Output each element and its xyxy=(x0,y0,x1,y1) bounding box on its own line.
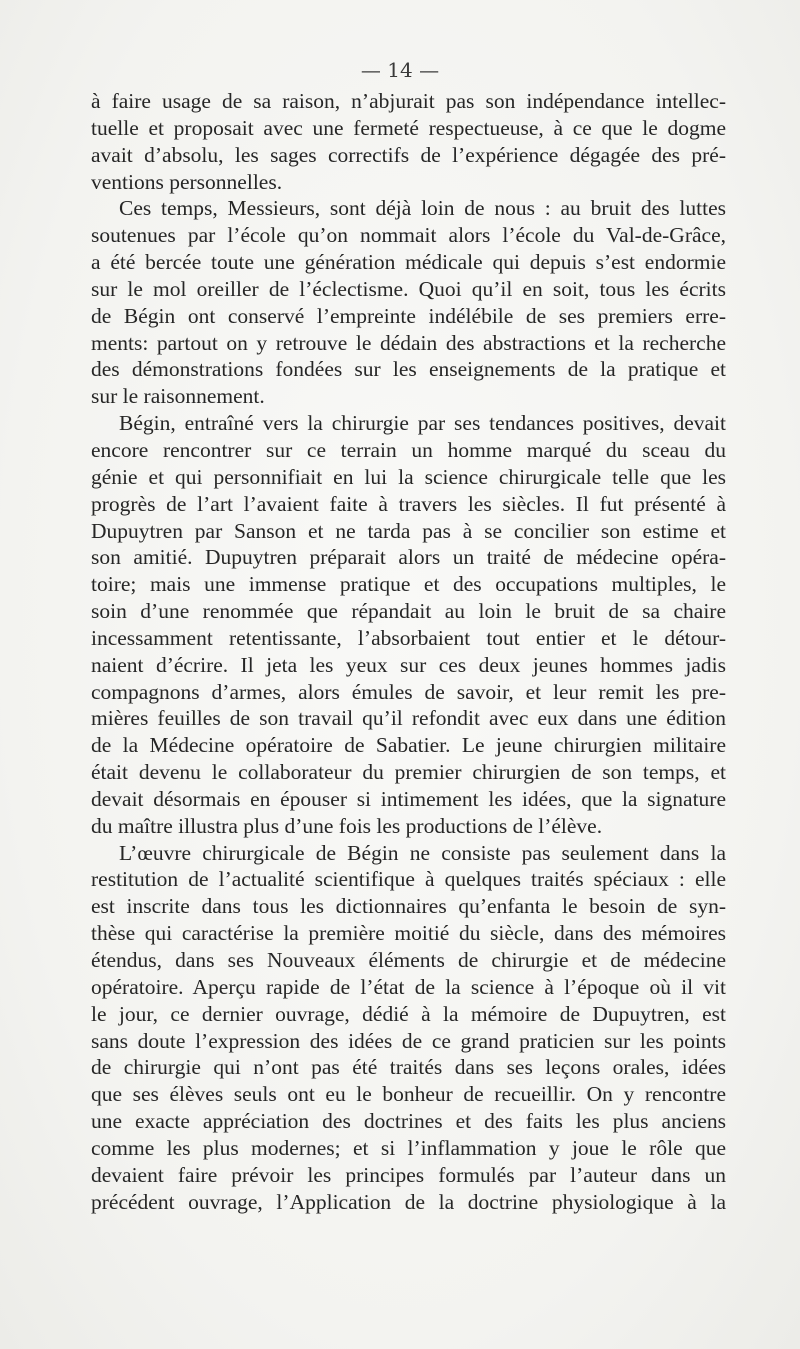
text-line: tuelle et proposait avec une fermeté respectueuse, à ce que le dogme xyxy=(91,115,726,140)
text-line: incessamment retentissante, l’absorbaient tout entier et le détour- xyxy=(91,625,726,650)
paragraph-start-line: Ces temps, Messieurs, sont déjà loin de nous : au bruit des luttes xyxy=(119,196,726,221)
text-line: devaient faire prévoir les principes formulés par l’auteur dans un xyxy=(91,1162,726,1187)
text-line: de la Médecine opératoire de Sabatier. Le jeune chirurgien militaire xyxy=(91,733,726,758)
text-line: devait désormais en épouser si intimement les idées, que la signature xyxy=(91,786,726,811)
text-line: avait d’absolu, les sages correctifs de l’expérience dégagée des pré- xyxy=(91,142,726,167)
text-line: des démonstrations fondées sur les enseignements de la pratique et xyxy=(91,357,726,382)
text-line: que ses élèves seuls ont eu le bonheur de recueillir. On y rencontre xyxy=(91,1082,726,1107)
text-line: Dupuytren par Sanson et ne tarda pas à se concilier son estime et xyxy=(91,518,726,543)
paragraph-start-line: L’œuvre chirurgicale de Bégin ne consiste pas seulement dans la xyxy=(119,840,726,865)
text-line: le jour, ce dernier ouvrage, dédié à la mémoire de Dupuytren, est xyxy=(91,1001,726,1026)
text-line: compagnons d’armes, alors émules de savoir, et leur remit les pre- xyxy=(91,679,726,704)
text-line: sans doute l’expression des idées de ce grand praticien sur les points xyxy=(91,1028,726,1053)
text-line: comme les plus modernes; et si l’inflammation y joue le rôle que xyxy=(91,1135,726,1160)
text-line: génie et qui personnifiait en lui la science chirurgicale telle que les xyxy=(91,464,726,489)
text-line: de chirurgie qui n’ont pas été traités dans ses leçons orales, idées xyxy=(91,1055,726,1080)
text-line: mières feuilles de son travail qu’il refondit avec eux dans une édition xyxy=(91,706,726,731)
text-line: soutenues par l’école qu’on nommait alors l’école du Val-de-Grâce, xyxy=(91,223,726,248)
text-line: sur le raisonnement. xyxy=(91,384,265,409)
text-line: sur le mol oreiller de l’éclectisme. Quoi qu’il en soit, tous les écrits xyxy=(91,276,726,301)
text-line: soin d’une renommée que répandait au loin le bruit de sa chaire xyxy=(91,599,726,624)
text-line: ments: partout on y retrouve le dédain des abstractions et la recherche xyxy=(91,330,726,355)
text-line: était devenu le collaborateur du premier chirurgien de son temps, et xyxy=(91,760,726,785)
text-line: opératoire. Aperçu rapide de l’état de la science à l’époque où il vit xyxy=(91,974,726,999)
text-line: une exacte appréciation des doctrines et des faits les plus anciens xyxy=(91,1109,726,1134)
text-line: ventions personnelles. xyxy=(91,169,283,194)
text-line: encore rencontrer sur ce terrain un homme marqué du sceau du xyxy=(91,437,726,462)
text-line: toire; mais une immense pratique et des occupations multiples, le xyxy=(91,572,726,597)
text-line: est inscrite dans tous les dictionnaires qu’enfanta le besoin de syn- xyxy=(91,894,726,919)
text-line: étendus, dans ses Nouveaux éléments de chirurgie et de médecine xyxy=(91,948,726,972)
paragraph-start-line: Bégin, entraîné vers la chirurgie par ses tendances positives, devait xyxy=(119,411,726,436)
text-line: son amitié. Dupuytren préparait alors un traité de médecine opéra- xyxy=(91,545,726,570)
text-line: a été bercée toute une génération médicale qui depuis s’est endormie xyxy=(91,250,726,275)
text-line: progrès de l’art l’avaient faite à travers les siècles. Il fut présenté à xyxy=(91,491,726,516)
text-line: restitution de l’actualité scientifique à quelques traités spéciaux : elle xyxy=(91,867,726,892)
text-line: précédent ouvrage, l’Application de la doctrine physiologique à la xyxy=(91,1189,726,1214)
text-line: thèse qui caractérise la première moitié du siècle, dans des mémoires xyxy=(91,921,726,946)
text-line: de Bégin ont conservé l’empreinte indélébile de ses premiers erre- xyxy=(91,303,726,328)
body-text xyxy=(91,88,726,1215)
text-line: à faire usage de sa raison, n’abjurait pas son indépendance intellec- xyxy=(91,89,726,113)
text-line: du maître illustra plus d’une fois les productions de l’élève. xyxy=(91,813,603,838)
page-number: — 14 — xyxy=(360,58,440,82)
text-line: naient d’écrire. Il jeta les yeux sur ces deux jeunes hommes jadis xyxy=(91,652,726,677)
